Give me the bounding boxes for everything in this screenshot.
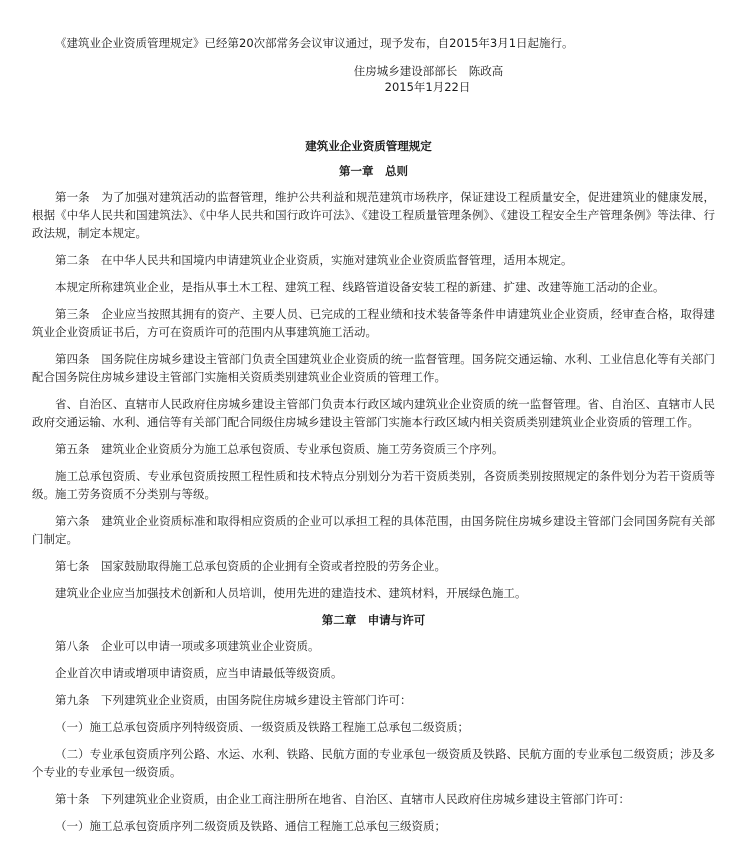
article-paragraph: （一）施工总承包资质序列二级资质及铁路、通信工程施工总承包三级资质； xyxy=(55,819,446,833)
document-title: 建筑业企业资质管理规定 xyxy=(305,139,432,153)
article-paragraph: 省、自治区、直辖市人民政府住房城乡建设主管部门负责本行政区域内建筑业企业资质的统一监督管理。省、自治区、直辖市人民政府交通运输、水利、通信等有关部门配合同级住房城乡建设主管部门实施本行政区域内相关资质类别建筑业企业资质的管理工作。 xyxy=(32,397,715,429)
article-paragraph: 第九条 下列建筑业企业资质，由国务院住房城乡建设主管部门许可： xyxy=(55,693,412,707)
article-paragraph: 第十条 下列建筑业企业资质，由企业工商注册所在地省、自治区、直辖市人民政府住房城乡建设主管部门许可： xyxy=(55,792,630,806)
article-paragraph: 建筑业企业应当加强技术创新和人员培训，使用先进的建造技术、建筑材料，开展绿色施工。 xyxy=(55,586,527,600)
article-paragraph: 本规定所称建筑业企业，是指从事土木工程、建筑工程、线路管道设备安装工程的新建、扩建、改建等施工活动的企业。 xyxy=(55,280,665,294)
article-paragraph: 第三条 企业应当按照其拥有的资产、主要人员、已完成的工程业绩和技术装备等条件申请建筑业企业资质，经审查合格，取得建筑业企业资质证书后，方可在资质许可的范围内从事建筑施工活动。 xyxy=(32,307,715,339)
article-paragraph: 施工总承包资质、专业承包资质按照工程性质和技术特点分别划分为若干资质类别，各资质类别按照规定的条件划分为若干资质等级。施工劳务资质不分类别与等级。 xyxy=(32,469,715,501)
article-paragraph: 第一条 为了加强对建筑活动的监督管理，维护公共利益和规范建筑市场秩序，保证建设工程质量安全，促进建筑业的健康发展，根据《中华人民共和国建筑法》、《中华人民共和国行政许可法》、《建设工程质量管理条例》、《建设工程安全生产管理条例》等法律、行政法规，制定本规定。 xyxy=(32,190,715,240)
intro-text: 《建筑业企业资质管理规定》已经第20次部常务会议审议通过，现予发布，自2015年3月1日起施行。 xyxy=(55,36,574,50)
chapter-heading: 第一章 总则 xyxy=(339,164,408,178)
article-paragraph: 第四条 国务院住房城乡建设主管部门负责全国建筑业企业资质的统一监督管理。国务院交通运输、水利、工业信息化等有关部门配合国务院住房城乡建设主管部门实施相关资质类别建筑业企业资质的管理工作。 xyxy=(32,352,715,384)
article-paragraph: （一）施工总承包资质序列特级资质、一级资质及铁路工程施工总承包二级资质； xyxy=(55,720,469,734)
article-paragraph: （二）专业承包资质序列公路、水运、水利、铁路、民航方面的专业承包一级资质及铁路、民航方面的专业承包二级资质；涉及多个专业的专业承包一级资质。 xyxy=(32,747,715,779)
article-paragraph: 第六条 建筑业企业资质标准和取得相应资质的企业可以承担工程的具体范围，由国务院住房城乡建设主管部门会同国务院有关部门制定。 xyxy=(32,514,715,546)
chapter-heading: 第二章 申请与许可 xyxy=(321,613,426,627)
article-paragraph: 第七条 国家鼓励取得施工总承包资质的企业拥有全资或者控股的劳务企业。 xyxy=(55,559,446,573)
article-paragraph: 企业首次申请或增项申请资质，应当申请最低等级资质。 xyxy=(55,666,343,680)
article-paragraph: 第二条 在中华人民共和国境内申请建筑业企业资质，实施对建筑业企业资质监督管理，适用本规定。 xyxy=(55,253,573,267)
document-body xyxy=(32,162,715,844)
signature-org: 住房城乡建设部部长 陈政高 xyxy=(353,64,504,78)
article-paragraph: 第五条 建筑业企业资质分为施工总承包资质、专业承包资质、施工劳务资质三个序列。 xyxy=(55,442,504,456)
article-paragraph: 第八条 企业可以申请一项或多项建筑业企业资质。 xyxy=(55,639,320,653)
signature-date: 2015年1月22日 xyxy=(384,80,471,94)
